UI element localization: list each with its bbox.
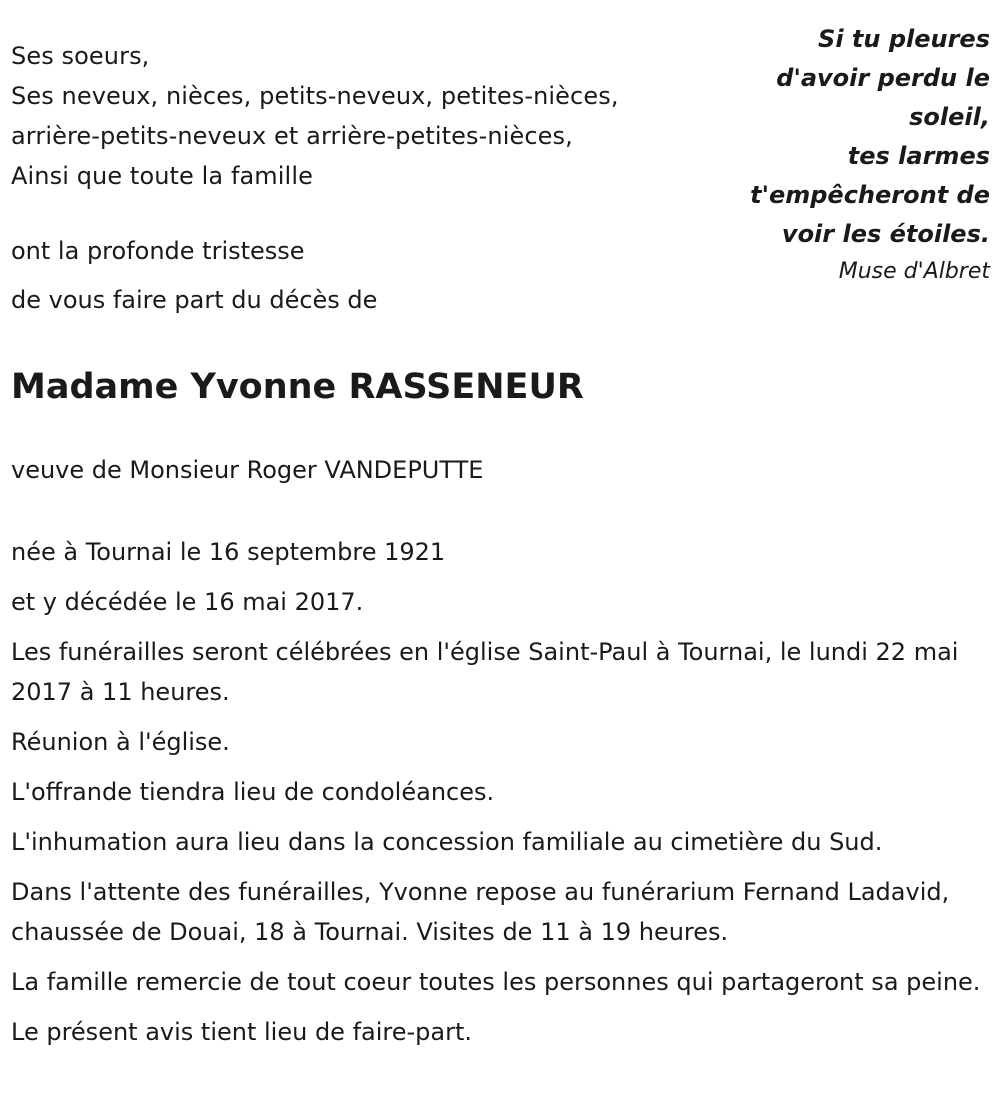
memorial-quote xyxy=(690,20,990,254)
detail-paragraph: L'inhumation aura lieu dans la concession familiale au cimetière du Sud. xyxy=(11,828,883,856)
detail-paragraph: Le présent avis tient lieu de faire-part. xyxy=(11,1018,473,1046)
detail-paragraph: Les funérailles seront célébrées en l'église Saint-Paul à Tournai, le lundi 22 mai 2017 à 11 heures. xyxy=(11,638,959,706)
quote-line: t'empêcheront de xyxy=(750,181,990,209)
family-list xyxy=(11,36,619,196)
family-line: Ainsi que toute la famille xyxy=(11,162,313,190)
quote-author: Muse d'Albret xyxy=(838,259,990,284)
funeral-details xyxy=(11,532,986,1062)
deceased-name: Madame Yvonne RASSENEUR xyxy=(11,367,584,407)
family-line: Ses soeurs, xyxy=(11,42,150,70)
announcement-intro-line: ont la profonde tristesse xyxy=(11,237,305,265)
quote-line: Si tu pleures xyxy=(818,25,990,53)
family-line: Ses neveux, nièces, petits-neveux, petites-nièces, xyxy=(11,82,619,110)
detail-paragraph: Dans l'attente des funérailles, Yvonne repose au funérarium Fernand Ladavid, chaussée de Douai, 18 à Tournai. Visites de 11 à 19 heures. xyxy=(11,878,950,946)
detail-paragraph: L'offrande tiendra lieu de condoléances. xyxy=(11,778,495,806)
announcement-intro-line: de vous faire part du décès de xyxy=(11,286,378,314)
quote-line: soleil, xyxy=(909,103,990,131)
family-line: arrière-petits-neveux et arrière-petites-nièces, xyxy=(11,122,573,150)
detail-paragraph: et y décédée le 16 mai 2017. xyxy=(11,588,364,616)
quote-line: tes larmes xyxy=(847,142,990,170)
detail-paragraph: Réunion à l'église. xyxy=(11,728,230,756)
widow-of: veuve de Monsieur Roger VANDEPUTTE xyxy=(11,456,484,484)
detail-paragraph: La famille remercie de tout coeur toutes les personnes qui partageront sa peine. xyxy=(11,968,981,996)
quote-line: d'avoir perdu le xyxy=(776,64,990,92)
quote-line: voir les étoiles. xyxy=(781,220,990,248)
detail-paragraph: née à Tournai le 16 septembre 1921 xyxy=(11,538,446,566)
